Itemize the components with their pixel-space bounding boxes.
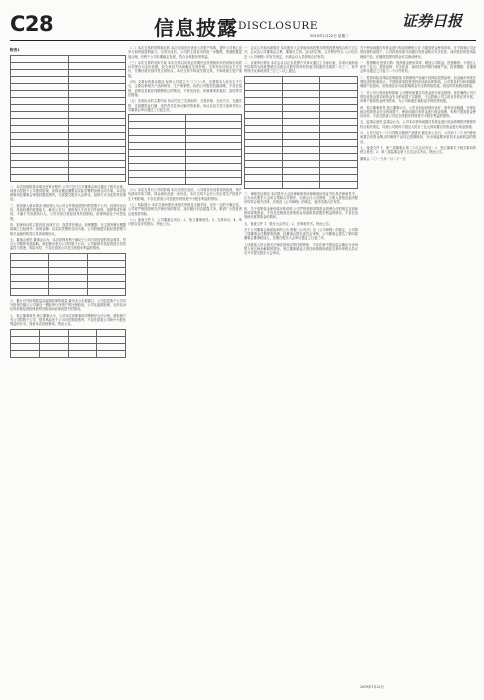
paragraph: 关于使用闲置自有资金进行现金管理的公告 为提高资金使用效率，在不影响公司正常经营的前提下，公司拟使用部分闲置自有资金购买安全性高、流动性好的低风险理财产品，在额度范围内资金可以滚动使用。 — [360, 46, 476, 59]
table-row — [11, 83, 126, 90]
table-cell — [320, 167, 358, 174]
footer-table — [10, 329, 126, 358]
paragraph: 六、累计对外担保数量及逾期担保的数量 截至本公告披露日，公司及控股子公司对外担保总额占公司最近一期经审计净资产的比例较低，公司无逾期担保，无涉及诉讼的担保及因担保被判决败诉而应承担损失的情况。 — [10, 298, 126, 312]
table-cell — [11, 160, 69, 167]
table-cell — [320, 118, 358, 125]
table-cell — [282, 167, 320, 174]
table-cell — [282, 146, 320, 153]
table-cell — [39, 336, 68, 343]
table-cell — [68, 118, 126, 125]
table-cell — [11, 281, 49, 288]
table-cell — [68, 132, 126, 139]
table-row — [245, 132, 358, 139]
table-row — [245, 139, 358, 146]
table-row — [245, 104, 358, 111]
table-row — [129, 136, 242, 143]
table-cell — [320, 90, 358, 97]
table-row — [11, 139, 126, 146]
table-cell — [11, 288, 49, 295]
table-row — [11, 69, 126, 76]
table-cell — [129, 150, 186, 157]
issue-info: 2019年1月22日 星期二 — [310, 34, 349, 38]
table-cell — [11, 132, 69, 139]
table-row — [11, 260, 126, 267]
table-cell — [320, 104, 358, 111]
table-cell — [282, 125, 320, 132]
paragraph: 三、律师见证情况 本次股东大会经律师事务所律师现场见证并出具法律意见书，认为本次股东大会的召集和召开程序、出席会议人员资格、召集人资格及表决程序均符合相关法律、法规及《公司章程》的规定，表决结果合法有效。 — [244, 191, 358, 205]
table-cell — [68, 139, 126, 146]
table-cell — [245, 76, 283, 83]
table-cell — [282, 139, 320, 146]
table-cell — [11, 69, 69, 76]
table-row — [11, 288, 126, 295]
table-cell — [68, 336, 97, 343]
table-row — [11, 55, 126, 62]
table-cell — [68, 76, 126, 83]
table-cell — [320, 174, 358, 181]
table-cell — [87, 274, 125, 281]
table-row — [129, 122, 242, 129]
page-header — [0, 0, 484, 44]
table-cell — [320, 181, 358, 188]
paragraph: 二、投资风险及风险控制措施 尽管理财产品属于低风险投资品种，但金融市场受宏观经济的影响较大，不排除该项投资受到市场波动的影响。公司将及时分析和跟踪理财产品投向，如发现存在可能影响资金安全的风险因素，将及时采取相应措施。 — [360, 75, 476, 89]
table-cell — [49, 281, 87, 288]
table-row — [245, 174, 358, 181]
table-row — [245, 76, 358, 83]
table-cell — [39, 343, 68, 350]
table-heading: 附表1 — [10, 48, 20, 52]
table-cell — [185, 115, 242, 122]
table-cell — [282, 132, 320, 139]
table-cell — [68, 69, 126, 76]
table-cell — [282, 118, 320, 125]
table-cell — [68, 343, 97, 350]
table-cell — [68, 146, 126, 153]
table-cell — [185, 136, 242, 143]
paragraph: （五）交易协议的主要内容 协议约定了交易标的、交易价格、支付方式、交割安排、过渡期损益归属、违约责任及争议解决等条款。协议自双方签字盖章并经公司董事会审议通过之日起生效。 — [128, 99, 242, 112]
table-cell — [11, 329, 40, 336]
table-cell — [245, 97, 283, 104]
bottom-note: 2019年1月22日 — [360, 685, 384, 689]
table-cell — [97, 336, 126, 343]
page-content — [10, 46, 476, 690]
table-cell — [11, 336, 40, 343]
table-row — [11, 146, 126, 153]
table-row — [129, 150, 242, 157]
table-cell — [320, 160, 358, 167]
table-cell — [129, 157, 186, 164]
table-cell — [320, 97, 358, 104]
table-cell — [320, 139, 358, 146]
header-rule — [10, 40, 476, 41]
paragraph: 四、独立董事意见 独立董事认为，公司目前经营情况良好，财务状况稳健，在保证流动性和资金安全的前提下，使用闲置自有资金进行现金管理，有利于提高资金使用效率，不存在损害公司及全体股东特别是中小股东利益的情形。 — [360, 105, 476, 119]
table-cell — [68, 104, 126, 111]
table-row — [245, 83, 358, 90]
table-cell — [282, 174, 320, 181]
table-row — [11, 125, 126, 132]
table-cell — [87, 267, 125, 274]
paragraph: 上述候选人符合相关法律法规规定的任职资格，不存在被中国证监会确定为市场禁入者且尚未解除的情况，独立董事候选人的任职资格尚需经交易所审核无异议后方可提交股东大会审议。 — [244, 242, 358, 256]
table-row — [11, 350, 126, 357]
table-cell — [185, 143, 242, 150]
table-cell — [185, 150, 242, 157]
table-cell — [245, 167, 283, 174]
table-cell — [11, 76, 69, 83]
paragraph: 二、本次担保的基本情况及审议程序 公司于近日召开董事会审议通过了相关议案，同意为控股子公司提供担保，担保金额及期限以实际签署的担保合同为准。本次担保事项在董事会审批权限范围内，无需提交股东大会审议。担保方式为连带责任保证。 — [10, 184, 126, 202]
paragraph: 五、备查文件 1、股东大会决议；2、法律意见书。特此公告。 — [244, 221, 332, 226]
table-cell — [185, 164, 242, 171]
table-cell — [97, 343, 126, 350]
table-cell — [49, 288, 87, 295]
table-row — [11, 167, 126, 174]
table-cell — [129, 115, 186, 122]
table-row — [245, 125, 358, 132]
announcement-table — [10, 55, 126, 182]
table-cell — [245, 125, 283, 132]
table-cell — [129, 122, 186, 129]
table-cell — [11, 62, 69, 69]
table-cell — [68, 153, 126, 160]
table-row — [129, 115, 242, 122]
table-cell — [68, 83, 126, 90]
table-cell — [87, 260, 125, 267]
page-number: C28 — [10, 12, 54, 36]
table-row — [11, 111, 126, 118]
table-cell — [11, 174, 69, 181]
table-cell — [245, 146, 283, 153]
table-row — [129, 129, 242, 136]
table-row — [11, 97, 126, 104]
paragraph: 三、被担保人基本情况 被担保人为公司合并报表范围内的控股子公司，经营状况良好，具备较强的偿债能力。截至公告日，被担保人不存在对外担保、抵押等或有事项，不属于失信被执行人。公司对其日常经营具有控制权，担保风险处于可控范围。 — [10, 203, 126, 221]
table-cell — [320, 76, 358, 83]
paragraph: （七）风险提示 本次交易尚需完成相关审批及交割手续，存在一定的不确定性。公司将严格按照相关法律法规的要求，及时履行信息披露义务，敬请广大投资者注意投资风险。 — [128, 203, 242, 216]
table-cell — [68, 329, 97, 336]
table-row — [11, 329, 126, 336]
table-cell — [282, 160, 320, 167]
table-cell — [11, 111, 69, 118]
paragraph: 五、董事会意见 董事会认为，本次担保有利于满足子公司日常经营的资金需求，符合公司整体发展战略。被担保对象为公司控股子公司，公司能够对其经营进行有效监控与管理，风险可控，不存在损害公司及全体股东利益的情形。 — [10, 237, 126, 251]
table-cell — [245, 174, 283, 181]
table-cell — [68, 97, 126, 104]
table-cell — [11, 125, 69, 132]
table-cell — [320, 132, 358, 139]
table-cell — [185, 157, 242, 164]
table-row — [245, 160, 358, 167]
table-cell — [282, 97, 320, 104]
table-cell — [68, 167, 126, 174]
masthead-logo: 证券日报 — [402, 12, 463, 30]
table-cell — [11, 253, 49, 260]
paragraph: 三、对公司日常经营的影响 公司使用闲置自有资金进行现金管理，是在确保公司日常经营资金需求和资金安全的前提下实施的，不会影响公司主营业务的正常开展，有利于提高资金使用效率，为公司和股东谋取更多的投资回报。 — [360, 90, 476, 104]
table-cell — [282, 111, 320, 118]
table-row — [11, 118, 126, 125]
table-row — [11, 132, 126, 139]
table-row — [11, 76, 126, 83]
table-cell — [11, 118, 69, 125]
table-cell — [11, 343, 40, 350]
table-cell — [87, 288, 125, 295]
table-cell — [49, 253, 87, 260]
table-cell — [320, 146, 358, 153]
table-row — [245, 90, 358, 97]
table-cell — [282, 76, 320, 83]
table-cell — [185, 129, 242, 136]
table-cell — [185, 178, 242, 185]
table-row — [11, 90, 126, 97]
column-2 — [128, 46, 242, 690]
table-cell — [11, 146, 69, 153]
table-row — [11, 336, 126, 343]
table-cell — [245, 83, 283, 90]
table-row — [245, 97, 358, 104]
table-cell — [245, 132, 283, 139]
paragraph: （三）本次交易的具体方案 本次交易以具有证券期货业务资格的评估机构出具的评估报告为定价依据，经交易双方协商确定交易价格。交易对价以现金方式支付，分期付款安排详见交易协议。本次交易不构成关联交易，不构成重大资产重组。 — [128, 60, 242, 78]
table-row — [11, 104, 126, 111]
table-cell — [68, 55, 126, 62]
table-cell — [129, 143, 186, 150]
table-cell — [320, 111, 358, 118]
table-cell — [39, 329, 68, 336]
paragraph: 四、关于募集资金使用情况的说明 公司严格按照募集资金管理办法的规定存放和使用募集资金，不存在变相改变募集资金用途和损害股东利益的情况，不存在违规使用募集资金的情形。 — [244, 206, 358, 220]
table-cell — [97, 329, 126, 336]
table-row — [11, 281, 126, 288]
section-title-en: DISCLOSURE — [238, 20, 318, 32]
table-cell — [11, 139, 69, 146]
table-cell — [245, 181, 283, 188]
table-cell — [49, 260, 87, 267]
table-row — [245, 146, 358, 153]
table-cell — [68, 174, 126, 181]
paragraph: （六）本次交易对公司的影响 本次交易完成后，公司财务状况将得到改善，资产负债率有所下降，现金流状况进一步优化。本次交易不会对公司正常生产经营产生不利影响，不存在损害公司及股东特别是中小股东利益的情形。 — [128, 188, 242, 201]
paragraph: 四、担保协议的主要内容 担保方式：连带责任保证；担保期限：自主债务履行期限届满之日起两年；担保金额：以实际签署的合同为准。公司将根据实际经营需要与相关金融机构签订具体担保协议。 — [10, 222, 126, 236]
table-cell — [245, 90, 283, 97]
table-row — [129, 178, 242, 185]
table-cell — [245, 139, 283, 146]
table-cell — [245, 104, 283, 111]
table-row — [129, 157, 242, 164]
table-cell — [68, 111, 126, 118]
table-cell — [68, 350, 97, 357]
transaction-table — [128, 114, 242, 185]
column-4 — [360, 46, 476, 690]
table-row — [11, 62, 126, 69]
table-cell — [39, 350, 68, 357]
table-row — [11, 253, 126, 260]
paragraph: （二）本次交易的背景和目的 本次交易旨在优化公司资产结构，提升公司核心竞争力和持续盈利能力。交易完成后，公司的主营业务将进一步聚焦，资源配置更加合理，有利于公司长期稳定发展，符合全体股东的利益。 — [128, 46, 242, 59]
table-cell — [11, 267, 49, 274]
table-cell — [282, 104, 320, 111]
table-row — [11, 267, 126, 274]
table-cell — [11, 90, 69, 97]
table-cell — [49, 274, 87, 281]
table-cell — [282, 90, 320, 97]
paragraph: 七、独立董事意见 独立董事认为，公司本次担保事项决策程序合法合规，被担保方为公司控股子公司，财务风险处于公司可控制范围内，不存在损害公司和中小股东利益的行为，同意本次担保事项。特此公告。 — [10, 313, 126, 327]
voting-results-table — [244, 76, 358, 189]
paragraph: 关于公司董事会换届选举的公告 根据《公司法》及《公司章程》的规定，公司第三届董事会任期即将届满，经董事会提名委员会审核，公司董事会提名了第四届董事会董事候选人，任期自股东大会审议通过之日起三年。 — [244, 227, 358, 241]
table-cell — [49, 267, 87, 274]
table-cell — [320, 153, 358, 160]
table-cell — [245, 111, 283, 118]
table-cell — [68, 160, 126, 167]
table-row — [245, 111, 358, 118]
column-3 — [244, 46, 358, 690]
table-row — [245, 181, 358, 188]
table-cell — [11, 274, 49, 281]
table-cell — [185, 171, 242, 178]
table-cell — [245, 153, 283, 160]
table-cell — [282, 181, 320, 188]
table-cell — [282, 153, 320, 160]
table-cell — [68, 62, 126, 69]
table-row — [11, 160, 126, 167]
paragraph: 一、会议召开和出席情况 本次股东大会采取现场投票与网络投票相结合的方式召开，会议由公司董事会召集，董事长主持。会议的召集、召开程序符合《公司法》及《公司章程》的有关规定，出席会议人员资格合法有效。 — [244, 46, 358, 59]
table-cell — [320, 125, 358, 132]
table-cell — [68, 125, 126, 132]
paragraph: （四）交易标的基本情况 标的公司成立于二〇〇八年，注册资本人民币五千万元，主要从事相关产品的研发、生产和销售。标的公司股权权属清晰，不存在抵押、质押及其他任何限制转让的情况，不涉及诉讼、仲裁事项或查封、冻结等司法措施。 — [128, 80, 242, 97]
paragraph: 七、备查文件 1、第三届董事会第二十次会议决议；2、独立董事关于相关事项的独立意见；3、第三届监事会第十五次会议决议。特此公告。 — [360, 145, 476, 155]
table-row — [245, 118, 358, 125]
table-cell — [11, 350, 40, 357]
table-cell — [68, 90, 126, 97]
table-cell — [97, 350, 126, 357]
table-cell — [87, 253, 125, 260]
table-cell — [245, 118, 283, 125]
table-cell — [282, 83, 320, 90]
table-cell — [129, 164, 186, 171]
table-cell — [129, 171, 186, 178]
summary-table — [10, 253, 126, 296]
table-cell — [129, 178, 186, 185]
table-cell — [185, 122, 242, 129]
section-title: 信息披露 — [154, 16, 238, 40]
table-cell — [129, 136, 186, 143]
table-row — [11, 174, 126, 181]
table-cell — [11, 97, 69, 104]
table-cell — [245, 160, 283, 167]
paragraph: 一、投资概况 投资目的：提高资金使用效率，增加公司收益；投资额度：不超过人民币三亿元；投资品种：安全性高、流动性好的银行理财产品；投资期限：自董事会审议通过之日起十二个月内有效。 — [360, 60, 476, 74]
paragraph: 五、监事会意见 监事会认为，公司本次使用闲置自有资金进行现金管理的决策程序符合相关规定，同意公司使用不超过人民币三亿元的闲置自有资金进行现金管理。 — [360, 120, 476, 129]
paragraph: 二、议案审议情况 本次会议以记名投票方式审议通过了全部议案，各项议案的表决结果均为同意票超过出席会议股东所持有效表决权股份总数的二分之一，其中特别决议事项获得三分之二以上通过。 — [244, 60, 358, 74]
table-row — [245, 153, 358, 160]
table-cell — [11, 167, 69, 174]
table-cell — [11, 55, 69, 62]
table-cell — [11, 260, 49, 267]
paragraph: 六、公告日前十二个月内购买理财产品情况 截至本公告日，公司前十二个月内使用闲置自有资金购买的理财产品均已按期赎回，未出现逾期未收回本金和收益的情况。 — [360, 131, 476, 144]
table-row — [245, 167, 358, 174]
table-cell — [11, 104, 69, 111]
table-cell — [320, 83, 358, 90]
table-row — [11, 274, 126, 281]
table-cell — [11, 83, 69, 90]
table-row — [129, 143, 242, 150]
table-cell — [129, 129, 186, 136]
table-row — [129, 171, 242, 178]
table-row — [11, 153, 126, 160]
table-cell — [87, 281, 125, 288]
table-row — [129, 164, 242, 171]
paragraph: （八）备查文件 1、公司董事会决议；2、独立董事意见；3、交易协议；4、审计报告及评估报告。特此公告。 — [128, 217, 242, 227]
table-cell — [11, 153, 69, 160]
signature: 董事会 二〇一九年一月二十一日 — [360, 156, 406, 161]
column-1 — [10, 46, 126, 690]
table-row — [11, 343, 126, 350]
